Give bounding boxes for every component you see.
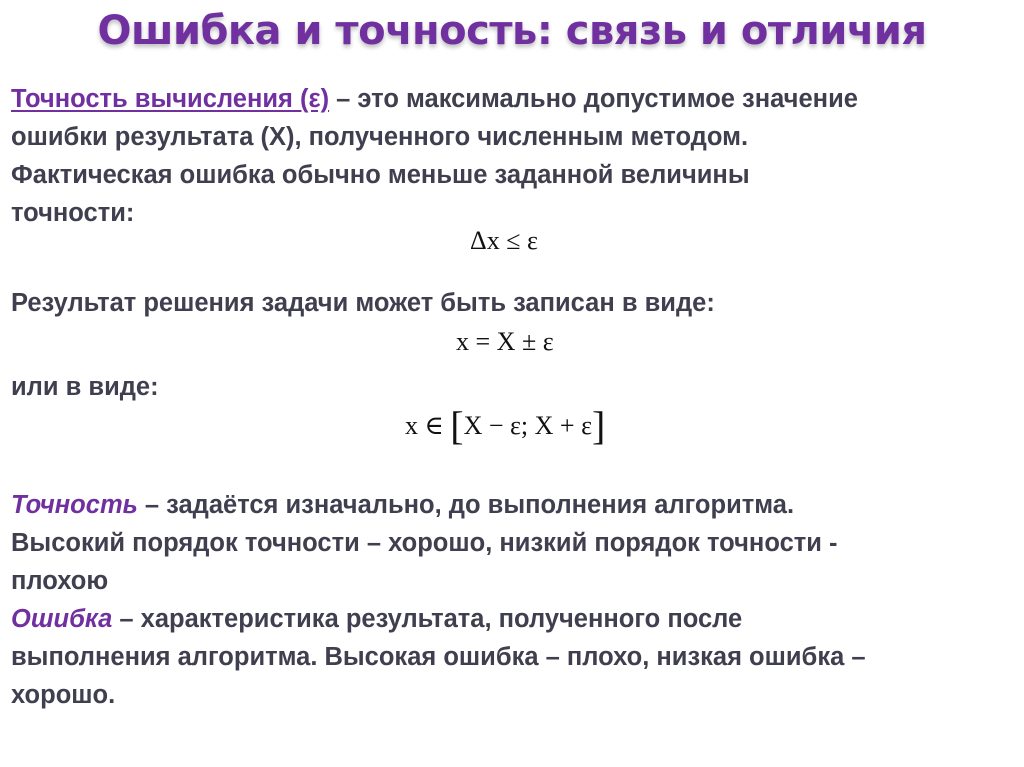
formula-x-plus-minus: x = X ± ε — [456, 327, 554, 356]
accuracy-line-3: плохою — [11, 567, 109, 595]
error-line-2: выполнения алгоритма. Высокая ошибка – плохо, низкая ошибка – — [11, 643, 866, 671]
slide-title: Ошибка и точность: связь и отличия — [97, 8, 927, 54]
definition-block — [11, 80, 1011, 232]
accuracy-block — [11, 486, 1011, 714]
term-accuracy-calculation: Точность вычисления (ε) — [11, 85, 330, 113]
right-bracket: ] — [592, 403, 606, 448]
formula-delta-x: Δx ≤ ε — [470, 226, 538, 255]
definition-line-4: точности: — [11, 199, 135, 227]
definition-line-2: ошибки результата (X), полученного численным методом. — [11, 123, 749, 151]
accuracy-text: – задаётся изначально, до выполнения алгоритма. — [137, 491, 795, 519]
definition-line-3: Фактическая ошибка обычно меньше заданной величины — [11, 161, 750, 189]
formula-interval-inner: X − ε; X + ε — [463, 411, 593, 440]
formula-interval — [405, 402, 605, 449]
error-line-3: хорошо. — [11, 681, 116, 709]
left-bracket: [ — [450, 403, 464, 448]
accuracy-line-2: Высокий порядок точности – хорошо, низкий порядок точности - — [11, 529, 838, 557]
definition-line-1 — [11, 80, 1011, 118]
term-accuracy: Точность — [11, 491, 138, 519]
definition-text: – это максимально допустимое значение — [329, 85, 858, 113]
result-intro: Результат решения задачи может быть записан в виде: — [11, 289, 715, 317]
error-line-1 — [11, 600, 1011, 638]
accuracy-line-1 — [11, 486, 1011, 524]
formula-interval-prefix: x ∈ — [405, 411, 444, 440]
or-text: или в виде: — [11, 373, 159, 401]
error-text: – характеристика результата, полученного после — [112, 605, 743, 633]
term-error: Ошибка — [11, 605, 113, 633]
